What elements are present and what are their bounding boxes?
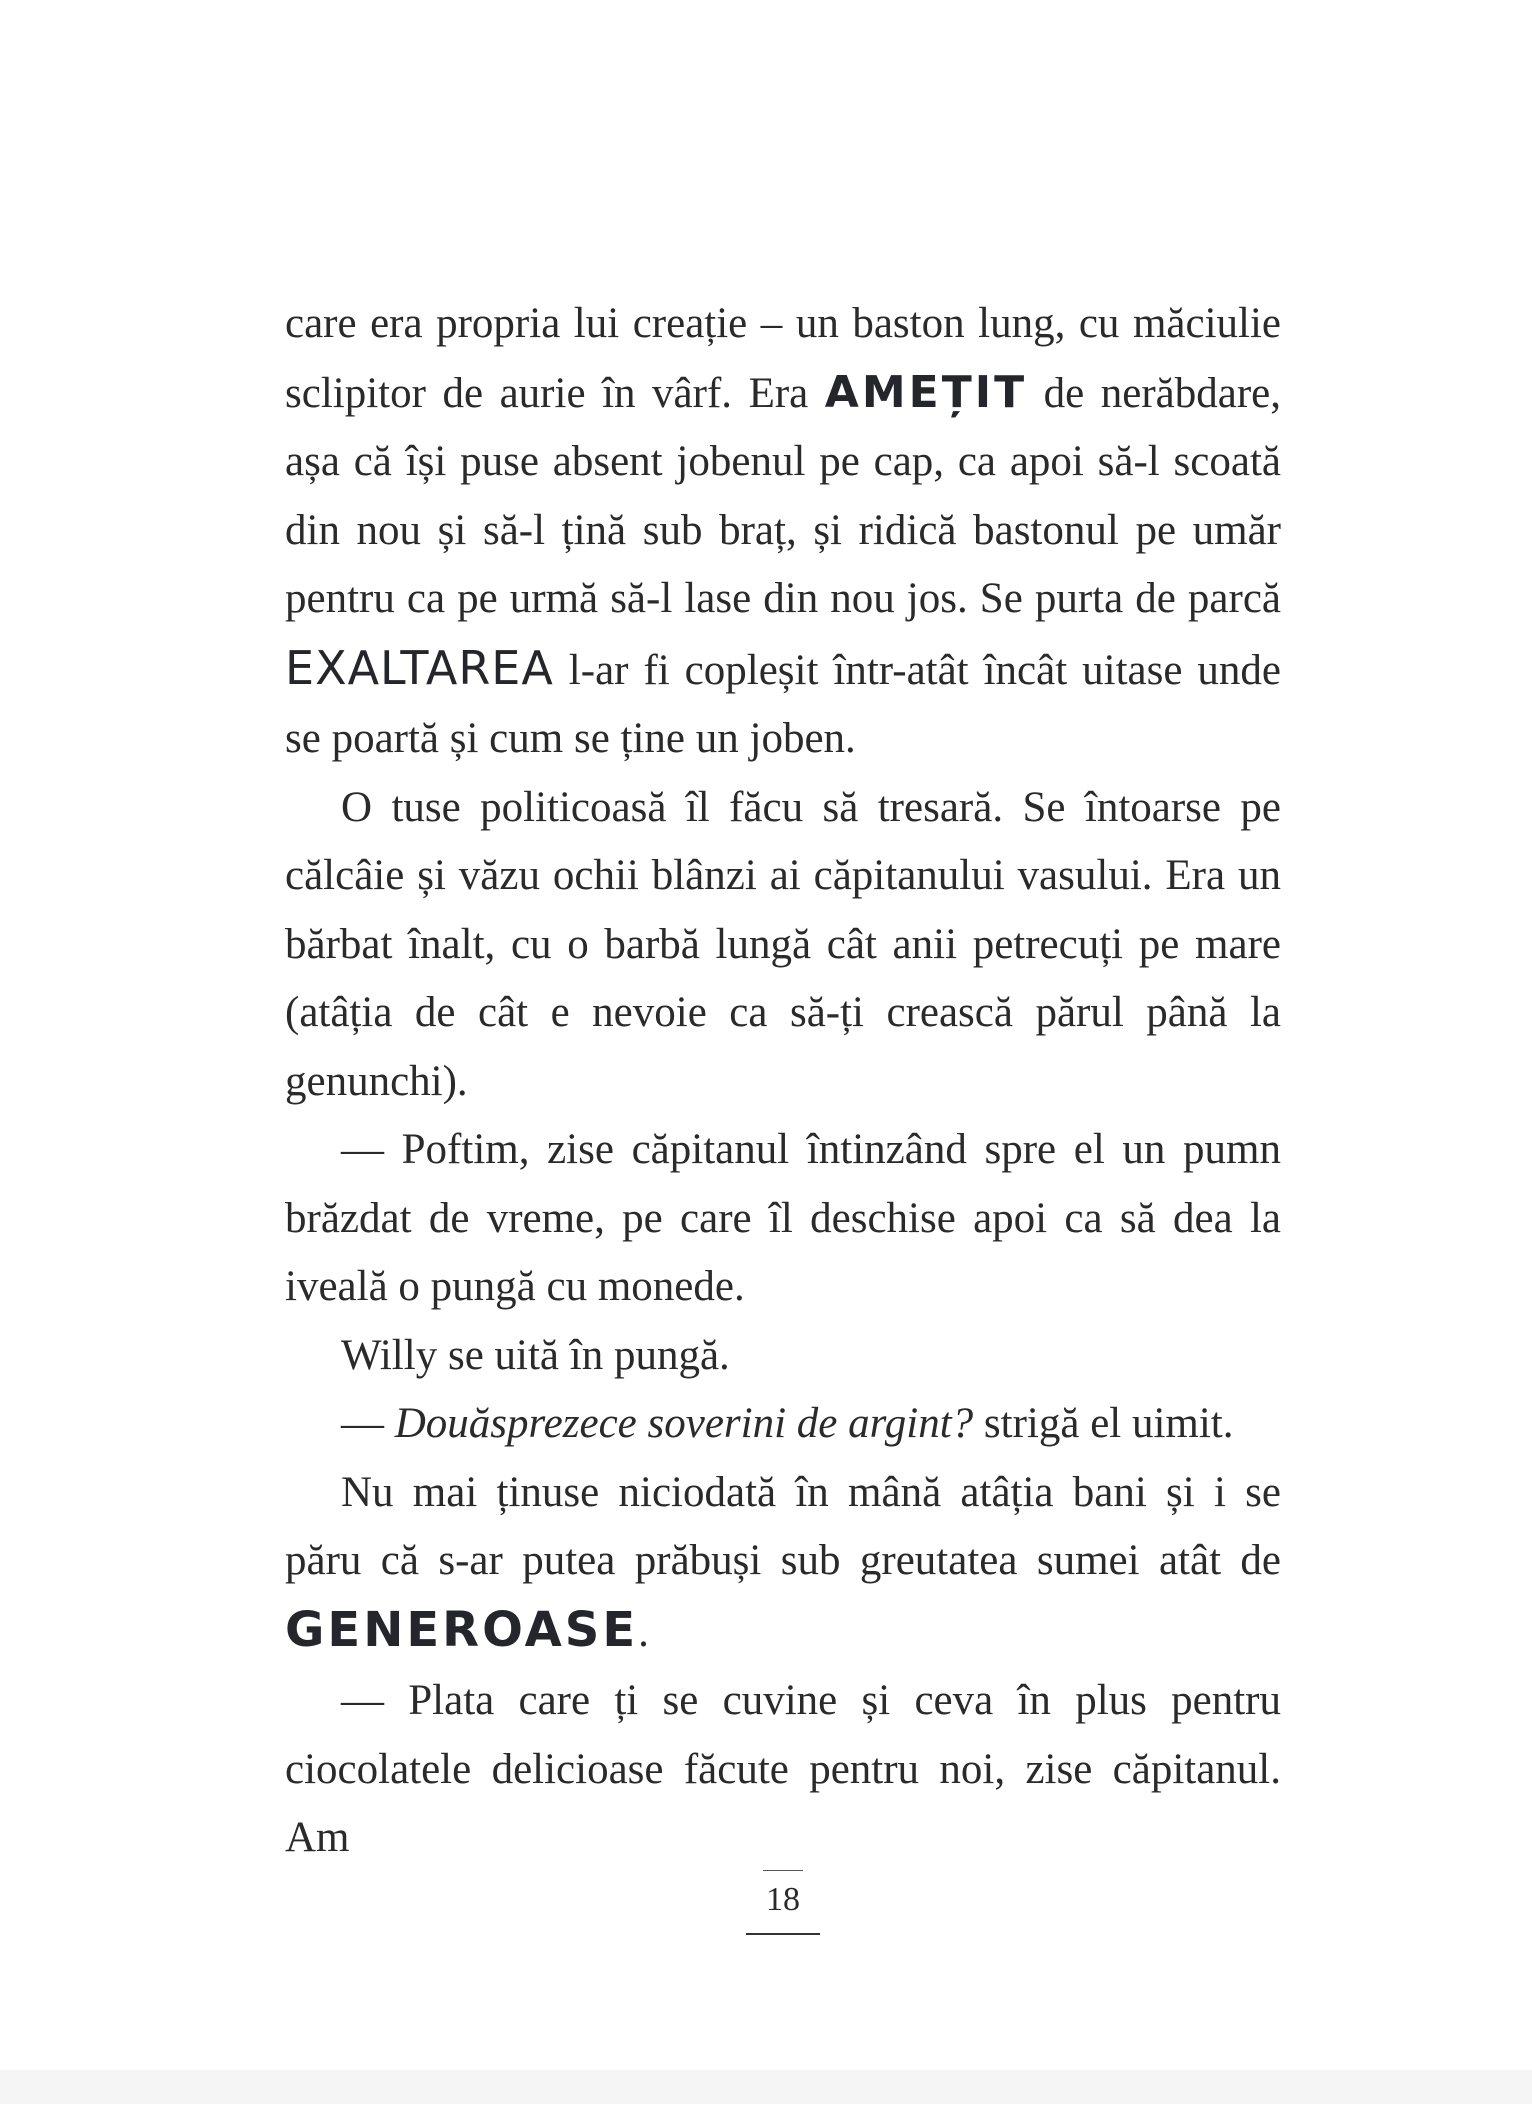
p5-dash: — [341, 1400, 395, 1447]
p1-text-end: l-ar fi copleșit într-atât încât uitase unde se poartă și cum se ține un joben. [285, 646, 1281, 762]
emphasis-generoase: GENEROASE [285, 1601, 639, 1658]
paragraph-5-dialogue [285, 1390, 1281, 1459]
emphasis-exaltarea: EXALTAREA [285, 640, 554, 695]
emphasis-ametit: AMEȚIT [824, 366, 1028, 418]
page-number: 18 [766, 1881, 800, 1918]
p1-text-start: care era propria lui creație – un baston lung, cu măciulie sclipitor de aurie în vârf. Era [285, 300, 1281, 417]
p6-text-start: Nu mai ținuse niciodată în mână atâția bani și i se păru că s-ar putea prăbuși sub greutatea sumei atât de [285, 1468, 1281, 1584]
p5-text-end: strigă el uimit. [973, 1400, 1234, 1447]
paragraph-1 [285, 290, 1281, 774]
page-number-folio [746, 1870, 820, 1934]
paragraph-4: Willy se uită în pungă. [341, 1331, 730, 1379]
paragraph-6 [285, 1459, 1281, 1668]
folio-bottom-rule [746, 1933, 820, 1935]
p6-period: . [638, 1608, 649, 1656]
page-bottom-edge [0, 2070, 1532, 2104]
body-text [285, 290, 1281, 1873]
paragraph-7-dialogue: — Plata care ți se cuvine și ceva în plus pentru ciocolatele delicioase făcute pentru noi, zise căpitanul. Am [285, 1677, 1281, 1861]
folio-top-rule [763, 1870, 803, 1871]
p5-italic-exclamation: Douăsprezece soverini de argint? [394, 1400, 974, 1447]
p1-text-middle: de nerăbdare, așa că își puse absent jobenul pe cap, ca apoi să-l scoată din nou și să-l țină sub braț, și ridică bastonul pe umăr pentru ca pe urmă să-l lase din nou jos. Se purta de parcă [285, 369, 1281, 622]
paragraph-3-dialogue: — Poftim, zise căpitanul întinzând spre el un pumn brăzdat de vreme, pe care îl deschise apoi ca să dea la iveală o pungă cu monede. [285, 1126, 1281, 1310]
paragraph-2: O tuse politicoasă îl făcu să tresară. Se întoarse pe călcâie și văzu ochii blânzi ai căpitanului vasului. Era un bărbat înalt, cu o barbă lungă cât anii petrecuți pe mare (atâția de cât e nevoie ca să-ți crească părul până la genunchi). [285, 783, 1281, 1105]
